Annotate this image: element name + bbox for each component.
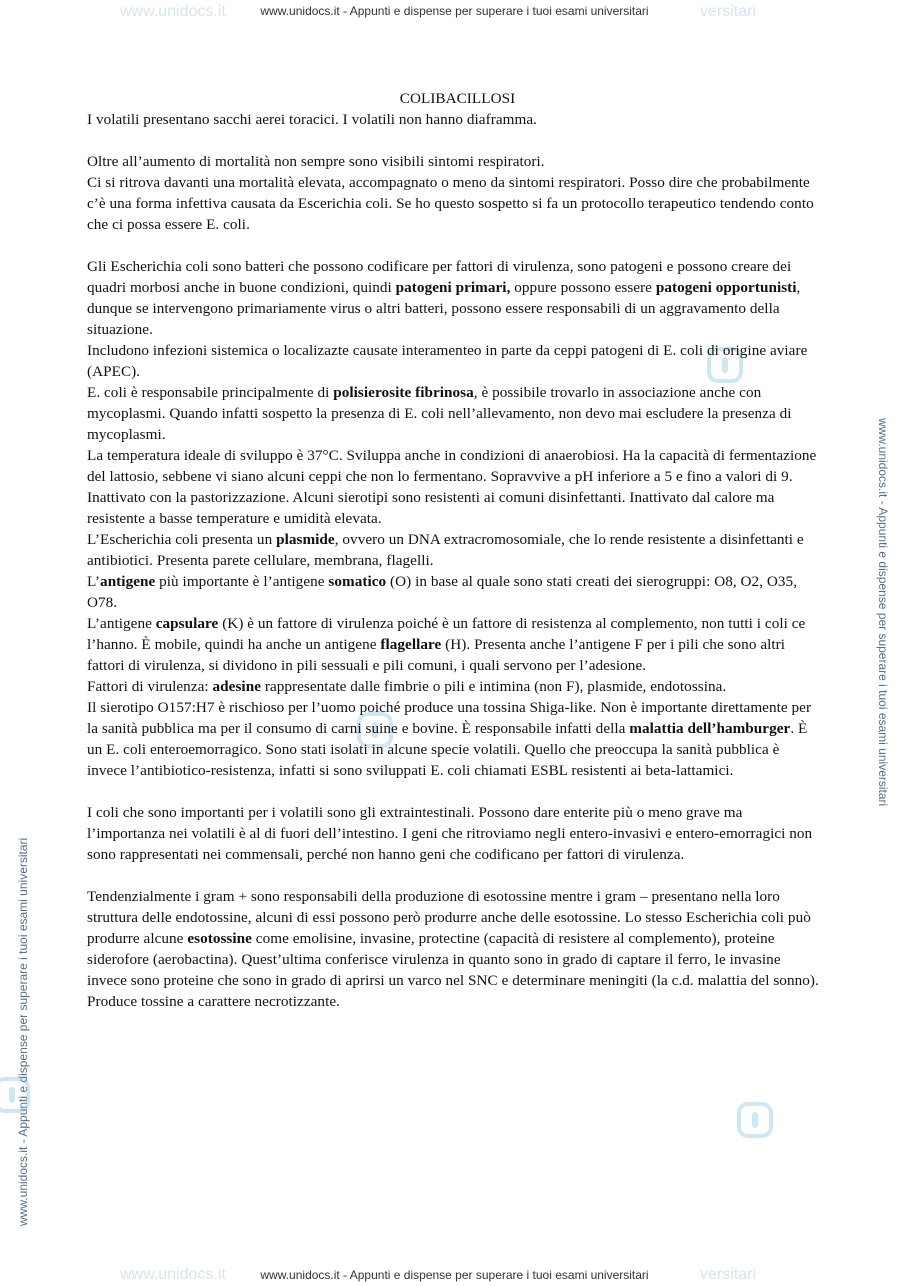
paragraph-4: Gli Escherichia coli sono batteri che possono codificare per fattori di virulenza, sono patogeni e possono creare dei quadri morbosi anche in buone condizioni, quindi patogeni primari, oppure possono essere patogeni opportunisti, dunque se intervengono primariamente virus o altri batteri, possono essere responsabili di un aggravamento della situazione. [87, 258, 801, 338]
paragraph-13: I coli che sono importanti per i volatili sono gli extraintestinali. Possono dare enterite più o meno grave ma l’importanza nei volatili è al di fuori dell’intestino. I geni che ritroviamo negli entero-invasivi e entero-emorragici non sono rappresentati nei commensali, perché non hanno geni che codificano per fattori di virulenza. [87, 804, 813, 863]
ghost-watermark-top: www.unidocs.it [120, 3, 226, 20]
ghost-watermark-bottom-right: versitari [700, 1266, 757, 1283]
paragraph-10: L’antigene capsulare (K) è un fattore di virulenza poiché è un fattore di resistenza al complemento, non tutti i coli ce l’hanno. È mobile, quindi ha anche un antigene flagellare (H). Presenta anche l’antigene F per i pili che sono altri fattori di virulenza, si dividono in pili sessuali e pili comuni, i quali servono per l’adesione. [87, 615, 806, 674]
document-body [87, 88, 822, 1012]
paragraph-12: Il sierotipo O157:H7 è rischioso per l’uomo poiché produce una tossina Shiga-like. Non è importante direttamente per la sanità pubblica ma per il consumo di carni suine e bovine. È responsabile infatti della malattia dell’hamburger. È un E. coli enteroemorragico. Sono stati isolati in alcune specie volatili. Quello che preoccupa la sanità pubblica è invece l’antibiotico-resistenza, infatti si sono sviluppati E. coli chiamati ESBL resistenti ai beta-lattamici. [87, 699, 812, 779]
paragraph-9: L’antigene più importante è l’antigene somatico (O) in base al quale sono stati creati dei sierogruppi: O8, O2, O35, O78. [87, 573, 798, 611]
paragraph-7: La temperatura ideale di sviluppo è 37°C. Sviluppa anche in condizioni di anaerobiosi. Ha la capacità di fermentazione del lattosio, sebbene vi siano alcuni ceppi che non lo fermentano. Sopravvive a pH inferiore a 5 e fino a valori di 9. Inattivato con la pastorizzazione. Alcuni sierotipi sono resistenti ai comuni disinfettanti. Inattivato dal calore ma resistente a basse temperature e umidità elevata. [87, 447, 817, 527]
ghost-watermark-bottom: www.unidocs.it [120, 1266, 226, 1283]
paragraph-5: Includono infezioni sistemica o localizazte causate interamenteo in parte da ceppi patogeni di E. coli di origine aviare (APEC). [87, 342, 808, 380]
document-title: COLIBACILLOSI [399, 90, 516, 107]
paragraph-8: L’Escherichia coli presenta un plasmide, ovvero un DNA extracromosomiale, che lo rende resistente a disinfettanti e antibiotici. Presenta parete cellulare, membrana, flagelli. [87, 531, 804, 569]
left-side-watermark: www.unidocs.it - Appunti e dispense per superare i tuoi esami universitari [16, 837, 30, 1226]
paragraph-1: I volatili presentano sacchi aerei toracici. I volatili non hanno diaframma. [87, 111, 537, 128]
paragraph-2: Oltre all’aumento di mortalità non sempre sono visibili sintomi respiratori. [87, 153, 545, 170]
paragraph-11: Fattori di virulenza: adesine rappresentate dalle fimbrie o pili e intimina (non F), plasmide, endotossina. [87, 678, 727, 695]
paragraph-3: Ci si ritrova davanti una mortalità elevata, accompagnato o meno da sintomi respiratori. Posso dire che probabilmente c’è una forma infettiva causata da Escerichia coli. Se ho questo sospetto si fa un protocollo terapeutico tendendo conto che ci possa essere E. coli. [87, 174, 814, 233]
header-watermark: www.unidocs.it - Appunti e dispense per superare i tuoi esami universitari [260, 4, 649, 18]
unidocs-logo-icon [0, 1075, 32, 1115]
paragraph-6: E. coli è responsabile principalmente di polisierosite fibrinosa, è possibile trovarlo in associazione anche con mycoplasmi. Quando infatti sospetto la presenza di E. coli nell’allevamento, non devo mai escludere la presenza di mycoplasmi. [87, 384, 792, 443]
right-side-watermark: www.unidocs.it - Appunti e dispense per superare i tuoi esami universitari [876, 418, 890, 807]
paragraph-14: Tendenzialmente i gram + sono responsabili della produzione di esotossine mentre i gram – presentano nella loro struttura delle endotossine, alcuni di essi possono però produrre anche delle esotossine. Lo stesso Escherichia coli può produrre alcune esotossine come emolisine, invasine, protectine (capacità di resistere al complemento), proteine siderofore (aerobactina). Quest’ultima conferisce virulenza in quanto sono in grado di captare il ferro, le invasine invece sono proteine che sono in grado di aprirsi un varco nel SNC e determinare meningiti (la c.d. malattia del sonno). Produce tossine a carattere necrotizzante. [87, 888, 819, 1010]
unidocs-logo-icon [735, 1100, 775, 1140]
footer-watermark: www.unidocs.it - Appunti e dispense per superare i tuoi esami universitari [260, 1268, 649, 1282]
ghost-watermark-top-right: versitari [700, 3, 757, 20]
